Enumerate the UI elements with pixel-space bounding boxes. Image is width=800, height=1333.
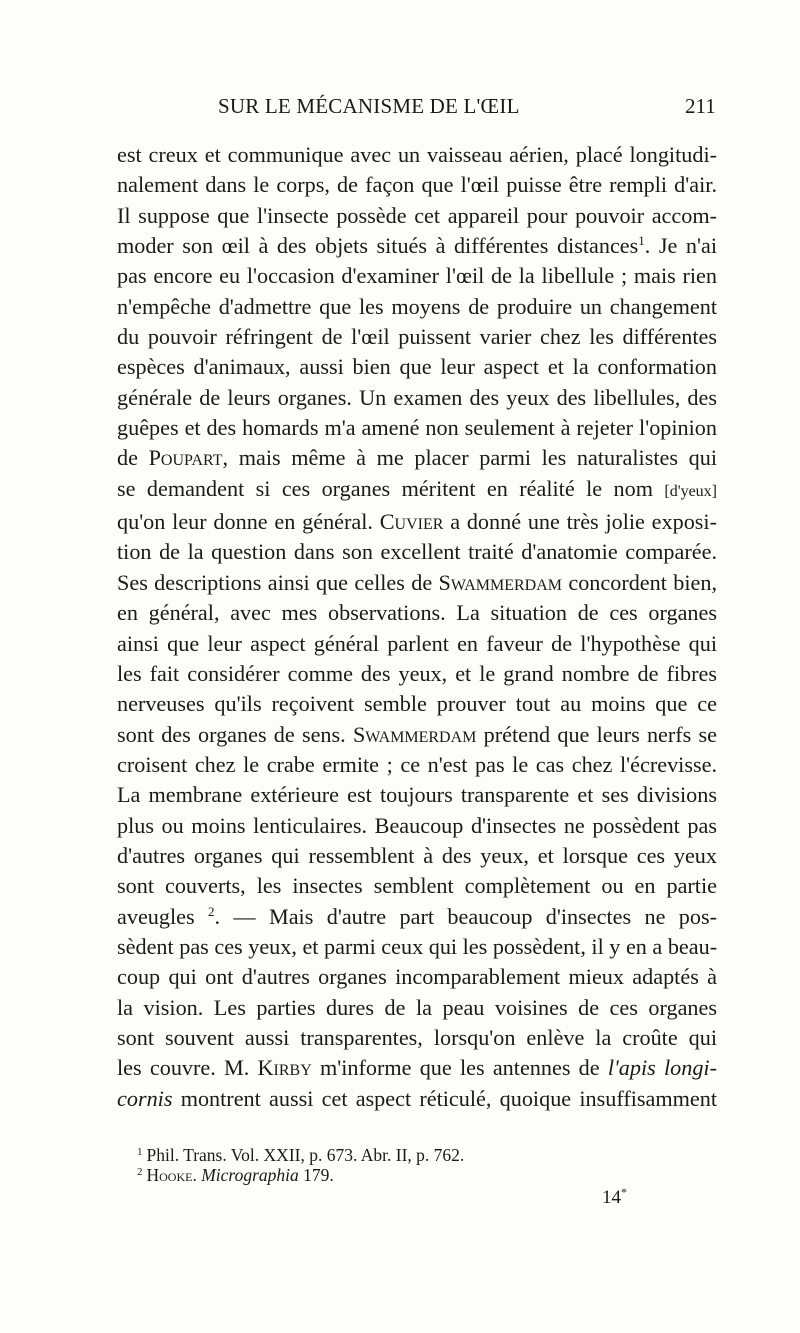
- text-line: [117, 507, 717, 537]
- text-segment: , mais même à me placer parmi les naturalistes qui: [222, 445, 717, 471]
- text-line: sèdent pas ces yeux, et parmi ceux qui les possèdent, il y en a beau-: [117, 933, 718, 959]
- text-line: [117, 231, 717, 261]
- text-segment: sont des organes de sens.: [117, 721, 353, 747]
- text-segment: qu'on leur donne en général.: [117, 509, 380, 535]
- running-head: SUR LE MÉCANISME DE L'ŒIL: [218, 94, 520, 118]
- text-line: du pouvoir réfringent de l'œil puissent varier chez les différentes: [117, 324, 717, 350]
- text-line: espèces d'animaux, aussi bien que leur aspect et la conformation: [117, 354, 717, 380]
- text-segment: Ses descriptions ainsi que celles de: [117, 569, 439, 595]
- text-segment: de: [117, 445, 149, 471]
- footnote-reference: 2: [208, 903, 215, 919]
- text-line: coup qui ont d'autres organes incomparablement mieux adaptés à: [117, 964, 717, 990]
- text-line: n'empêche d'admettre que les moyens de produire un changement: [117, 293, 717, 319]
- text-line: pas encore eu l'occasion d'examiner l'œil de la libellule ; mais rien: [117, 263, 717, 289]
- text-line: nerveuses qu'ils reçoivent semble prouver tout au moins que ce: [117, 691, 717, 717]
- species-name: l'apis longi-: [607, 1055, 717, 1081]
- footnote-text: Phil. Trans. Vol. XXII, p. 673. Abr. II, p. 762.: [146, 1145, 465, 1165]
- text-line: d'autres organes qui ressemblent à des yeux, et lorsque ces yeux: [117, 842, 717, 868]
- text-line: sont couverts, les insectes semblent complètement ou en partie: [117, 873, 717, 899]
- text-line: nalement dans le corps, de façon que l'œil puisse être rempli d'air.: [117, 172, 717, 198]
- text-line: [117, 474, 717, 507]
- text-line: générale de leurs organes. Un examen des yeux des libellules, des: [117, 384, 717, 410]
- text-segment: aveugles: [117, 903, 208, 929]
- text-line: les fait considérer comme des yeux, et le grand nombre de fibres: [117, 660, 717, 686]
- text-line: La membrane extérieure est toujours transparente et ses divisions: [117, 782, 717, 808]
- text-line: plus ou moins lenticulaires. Beaucoup d'insectes ne possèdent pas: [117, 812, 717, 838]
- text-line: croisent chez le crabe ermite ; ce n'est pas le cas chez l'écrevisse.: [117, 751, 717, 777]
- text-segment: . — Mais d'autre part beaucoup d'insectes ne pos-: [214, 903, 718, 929]
- text-line: en général, avec mes observations. La situation de ces organes: [117, 600, 717, 626]
- author-name: Swammerdam: [438, 569, 562, 595]
- text-line: ainsi que leur aspect général parlent en faveur de l'hypothèse qui: [117, 630, 717, 656]
- footnote-author: Hooke.: [146, 1165, 197, 1185]
- text-line: la vision. Les parties dures de la peau voisines de ces organes: [117, 994, 717, 1020]
- text-segment: prétend que leurs nerfs se: [476, 721, 717, 747]
- text-segment: moder son œil à des objets situés à différentes distances: [117, 233, 639, 259]
- footnote-page: 179.: [298, 1165, 334, 1185]
- page-number: 211: [685, 94, 716, 118]
- text-line: guêpes et des homards m'a amené non seulement à rejeter l'opinion: [117, 415, 717, 441]
- editorial-bracket: [d'yeux]: [664, 482, 717, 500]
- footnote-title: Micrographia: [201, 1165, 299, 1185]
- author-name: Swammerdam: [352, 721, 477, 747]
- footnote-number: 1: [137, 1146, 143, 1158]
- text-segment: m'informe que les antennes de: [311, 1055, 608, 1081]
- text-segment: a donné une très jolie exposi-: [443, 509, 717, 535]
- footnotes: [137, 1145, 637, 1185]
- signature-number: 14: [602, 1187, 621, 1208]
- text-line: tion de la question dans son excellent traité d'anatomie comparée.: [117, 539, 717, 565]
- text-segment: . Je n'ai: [644, 233, 717, 259]
- footnote-number: 2: [137, 1166, 143, 1178]
- author-name: Cuvier: [379, 509, 444, 535]
- body-text: [117, 140, 717, 1114]
- text-line: sont souvent aussi transparentes, lorsqu'on enlève la croûte qui: [117, 1024, 717, 1050]
- text-segment: montrent aussi cet aspect réticulé, quoique insuffisamment: [172, 1085, 717, 1111]
- text-line: [117, 443, 717, 473]
- text-line: [117, 1084, 717, 1114]
- author-name: Poupart: [148, 445, 223, 471]
- text-segment: concordent bien,: [562, 569, 718, 595]
- text-line: [117, 720, 717, 750]
- text-line: [117, 902, 717, 932]
- printer-signature: [602, 1187, 627, 1209]
- author-name: Kirby: [257, 1055, 312, 1081]
- text-segment: se demandent si ces organes méritent en réalité le nom: [117, 475, 665, 501]
- text-line: Il suppose que l'insecte possède cet appareil pour pouvoir accom-: [117, 202, 717, 228]
- footnote: [137, 1145, 637, 1165]
- signature-mark: *: [621, 1185, 627, 1199]
- species-name: cornis: [117, 1085, 173, 1111]
- text-line: [117, 568, 717, 598]
- footnote: [137, 1165, 637, 1185]
- footnote-reference: 1: [638, 233, 645, 249]
- text-line: est creux et communique avec un vaisseau aérien, placé longitudi-: [117, 142, 717, 167]
- text-line: [117, 1053, 717, 1083]
- text-segment: les couvre. M.: [117, 1055, 258, 1081]
